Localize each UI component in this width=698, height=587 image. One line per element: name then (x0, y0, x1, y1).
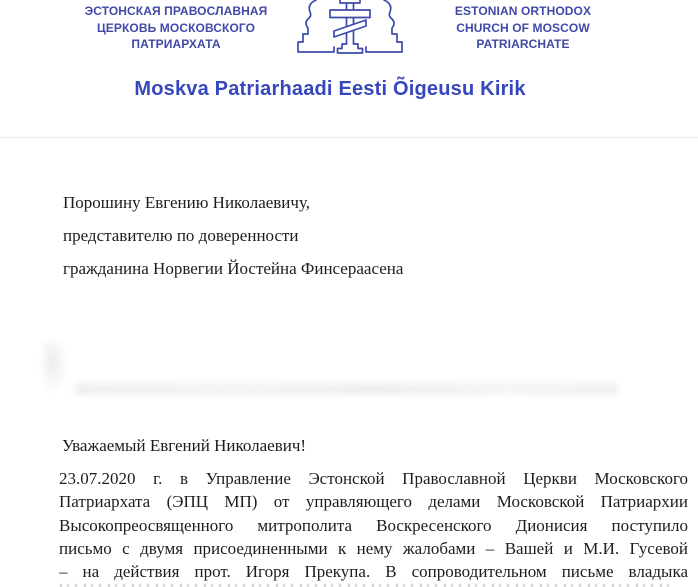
faded-text-smudge (74, 383, 619, 395)
body-paragraph (59, 467, 688, 583)
body-line: 23.07.2020 г. в Управление Эстонской Православной Церкви Московского (59, 469, 688, 488)
salutation: Уважаемый Евгений Николаевич! (62, 436, 307, 455)
recipient-line: Порошину Евгению Николаевичу, (63, 193, 311, 212)
recipient-line: представителю по доверенности (63, 226, 299, 245)
orthodox-cross-church-emblem-icon (294, 0, 406, 58)
body-line: Высокопреосвященного митрополита Воскресенского Дионисия поступило (59, 515, 688, 535)
church-title-estonian: Moskva Patriarhaadi Eesti Õigeusu Kirik (134, 78, 526, 100)
body-line: Патриархата (ЭПЦ МП) от управляющего делами Московской Патриархии (59, 492, 688, 512)
org-name-russian-line: ЭСТОНСКАЯ ПРАВОСЛАВНАЯ (84, 4, 268, 18)
recipient-block (63, 186, 403, 285)
body-line: письмо с двумя присоединенными к нему жалобами – Вашей и М.И. Гусевой (59, 538, 688, 558)
scan-artifact-smudge (42, 341, 68, 395)
org-name-russian-line: ЦЕРКОВЬ МОСКОВСКОГО (96, 20, 256, 35)
header-divider (0, 137, 698, 138)
org-name-russian (76, 3, 276, 53)
org-name-english-line: CHURCH OF MOSCOW (456, 20, 590, 35)
org-name-english-line: ESTONIAN ORTHODOX (454, 4, 592, 18)
body-line: – на действия прот. Игоря Прекупа. В сопроводительном письме владыка (59, 562, 688, 582)
org-name-russian-line: ПАТРИАРХАТА (131, 37, 221, 51)
org-name-english-line: PATRIARCHATE (476, 37, 570, 51)
org-name-english (423, 3, 623, 53)
recipient-line: гражданина Норвегии Йостейна Финсераасена (63, 259, 404, 278)
